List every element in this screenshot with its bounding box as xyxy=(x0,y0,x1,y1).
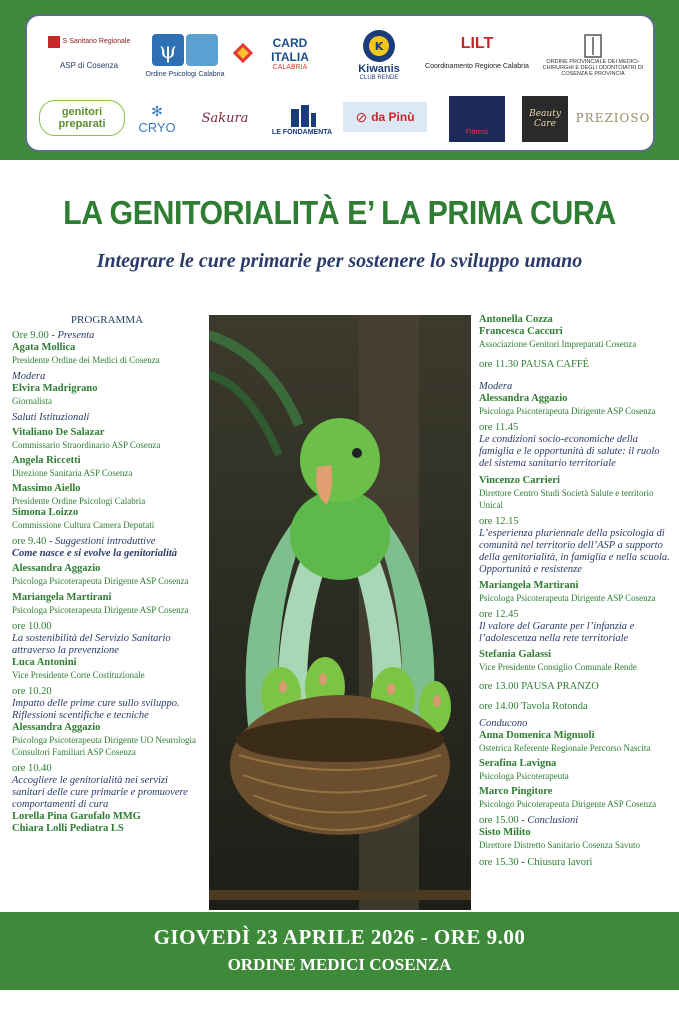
program-entry: ore 14.00 Tavola Rotonda xyxy=(479,701,588,712)
page-title: LA GENITORIALITÀ E’ LA PRIMA CURA xyxy=(63,194,616,231)
parrot-nest-illustration xyxy=(209,315,471,910)
page-subtitle: Integrare le cure primarie per sostenere lo sviluppo umano xyxy=(96,250,583,272)
program-entry: ore 13.00 PAUSA PRANZO xyxy=(479,681,599,692)
logo-asp-cosenza: S Sanitario Regionale ASP di Cosenza xyxy=(45,24,133,82)
program-heading: PROGRAMMA xyxy=(70,314,144,326)
program-entry: ore 11.45 Le condizioni socio-economiche della famiglia e le opportunità di salute: il ruolo del sistema sanitario territoriale Vincenzo Carrieri Direttore Centro Studi Società Salute e territorio Unical xyxy=(479,422,660,510)
program-entry: Modera Elvira Madrigrano Giornalista xyxy=(12,371,98,406)
program-entry: Antonella Cozza Francesca Caccuri Associazione Genitori Impreparati Cosenza xyxy=(479,314,637,349)
logo-le-fondamenta: LE FONDAMENTA xyxy=(267,94,337,144)
program-right-column xyxy=(479,314,674,874)
logo-genitori-preparati: genitori preparati xyxy=(39,100,125,136)
svg-text:K: K xyxy=(374,39,384,53)
bottom-band xyxy=(0,912,679,990)
program-entry: Modera Alessandra Aggazio Psicologa Psicoterapeuta Dirigente ASP Cosenza xyxy=(479,381,656,416)
logo-da-pinu: ⊘ da Pinù xyxy=(343,102,427,132)
program-entry: ore 10.40 Accogliere le genitorialità nei servizi sanitari delle cure primarie e promuovere comportamenti di cura Lorella Pina Garofalo MMG Chiara Lolli Pediatra LS xyxy=(12,763,188,834)
program-left-column xyxy=(12,314,202,840)
logo-sakura: Sakura xyxy=(201,110,249,126)
logo-prezioso: PREZIOSO xyxy=(575,111,651,125)
logo-kiwanis: K Kiwanis CLUB RENDE xyxy=(339,24,419,86)
program-entry: ore 10.00 La sostenibilità del Servizio Sanitario attraverso la prevenzione Luca Antonini Vice Presidente Corte Costituzionale xyxy=(12,621,171,680)
svg-text:ψ: ψ xyxy=(159,38,177,64)
logo-lilt: LILT Coordinamento Regione Calabria xyxy=(425,35,529,71)
event-venue: ORDINE MEDICI COSENZA xyxy=(227,955,452,974)
program-entry: ore 10.20 Impatto delle prime cure sullo sviluppo. Riflessioni scentifiche e tecniche Alessandra Aggazio Psicologa Psicoterapeuta Dirigente UO Neurologia Consultori Familiari ASP Cosenza xyxy=(12,686,196,757)
program-entry: ore 12.15 L’esperienza pluriennale della psicologia di comunità nel territorio dell’ASP a supporto della genitorialità, in famiglia e nella scuola. Opportunità e resistenze Mariangela Martirani Psicologa Psicoterapeuta Dirigente ASP Cosenza xyxy=(479,516,670,603)
event-date: GIOVEDÌ 23 APRILE 2026 - ORE 9.00 xyxy=(153,925,526,949)
sponsor-logos-panel xyxy=(25,14,655,152)
program-entry: ore 9.40 - Suggestioni introduttive Come nasce e si evolve la genitorialità Alessandra Aggazio Psicologa Psicoterapeuta Dirigente ASP Cosenza Mariangela Martirani Psicologa Psicoterapeuta Dirigente ASP Cosenza xyxy=(12,536,189,615)
program-entry: Ore 9.00 - Presenta Agata Mollica Presidente Ordine dei Medici di Cosenza xyxy=(12,330,160,365)
logo-ordine-psicologi: ψ Ordine Psicologi Calabria xyxy=(139,24,231,86)
program-entry: Saluti Istituzionali Vitaliano De Salazar Commissario Straordinario ASP Cosenza Angela Riccetti Direzione Sanitaria ASP Cosenza Massimo Aiello Presidente Ordine Psicologi Calabria Simona Loizzo Commissione Cultura Camera Deputati xyxy=(12,412,161,530)
logo-ordine-medici: ORDINE PROVINCIALE DEI MEDICI-CHIRURGHI E DEGLI ODONTOIATRI DI COSENZA E PROVINCIA xyxy=(534,24,652,86)
program-entry: ore 15.30 - Chiusura lavori xyxy=(479,857,593,868)
program-entry: ore 15.00 - Conclusioni Sisto Milito Direttore Distretto Sanitario Cosenza Savuto xyxy=(479,815,640,850)
logo-card-italia: CARD ITALIA CALABRIA xyxy=(232,24,322,82)
program-entry: Conducono Anna Domenica Mignuoli Ostetrica Referente Regionale Percorso Nascita Serafina Lavigna Psicologa Psicoterapeuta Marco Pingitore Psicologo Psicoterapeuta Dirigente ASP Cosenza xyxy=(479,718,657,809)
logo-beauty-care: Beauty Care xyxy=(522,96,568,142)
program-entry: ore 12.45 Il valore del Garante per l’infanzia e l’adolescenza nella rete territoriale Stefania Galassi Vice Presidente Consiglio Comunale Rende xyxy=(479,609,637,672)
program-entry: ore 11.30 PAUSA CAFFÈ xyxy=(479,359,590,370)
logo-fitness: Fitness xyxy=(449,96,505,142)
logo-cryo: ✻ CRYO xyxy=(138,103,176,135)
